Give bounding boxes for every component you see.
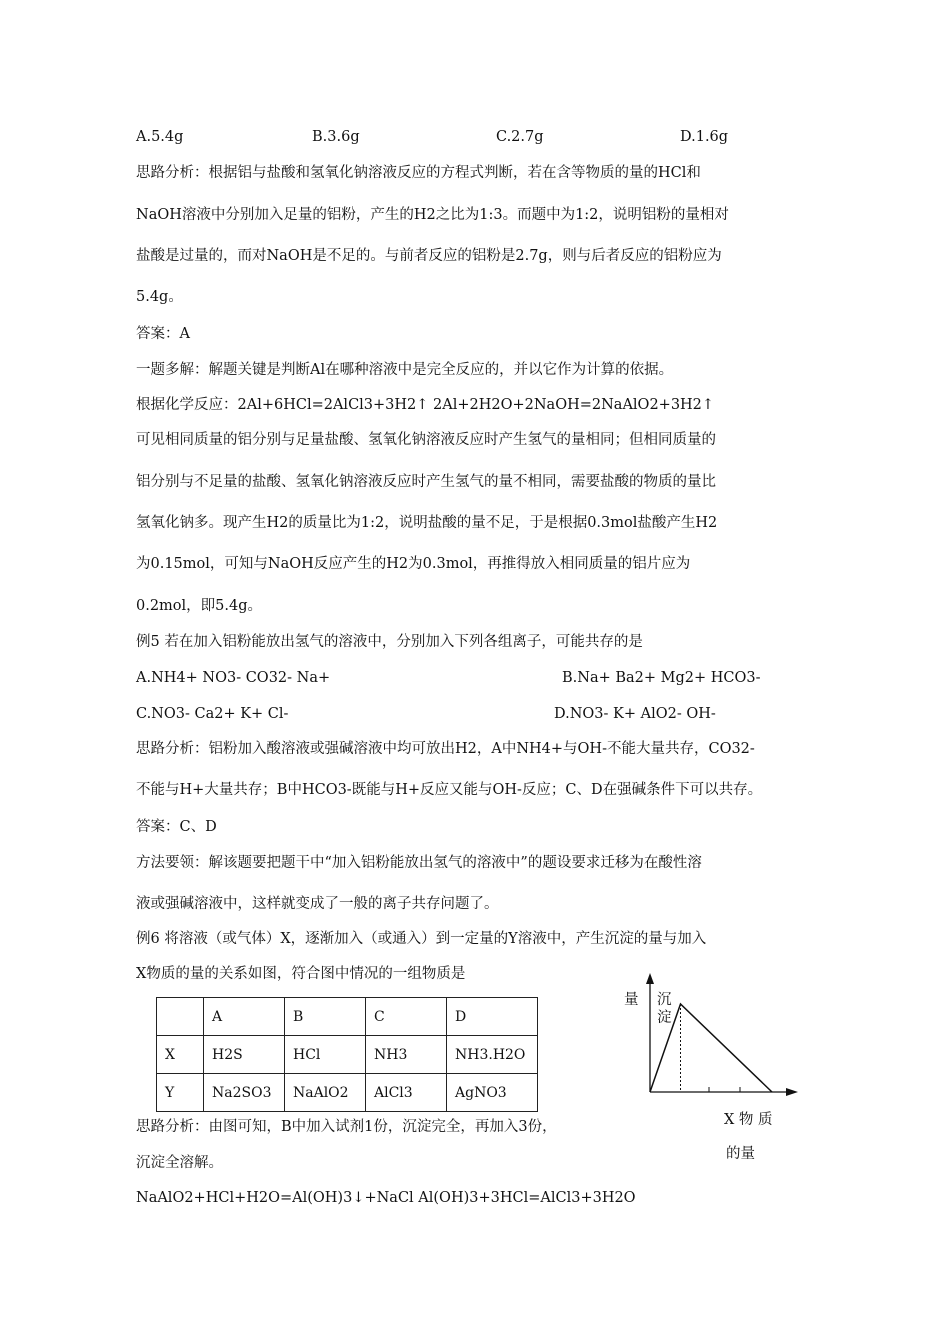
analysis-line: NaOH溶液中分别加入足量的铝粉，产生的H2之比为1:3。而题中为1:2，说明铝粉的量相对 (136, 207, 729, 223)
table-cell: X (157, 1036, 204, 1074)
method-line: 液或强碱溶液中，这样就变成了一般的离子共存问题了。 (136, 896, 499, 912)
y-label-chen: 沉 (657, 992, 672, 1008)
analysis-line: 思路分析：铝粉加入酸溶液或强碱溶液中均可放出H2，A中NH4+与OH-不能大量共存，CO32- (136, 741, 755, 757)
text-line: 氢氧化钠多。现产生H2的质量比为1:2，说明盐酸的量不足，于是根据0.3mol盐酸产生H2 (136, 515, 718, 531)
table-cell: AlCl3 (366, 1074, 447, 1112)
text-line: 0.2mol，即5.4g。 (136, 598, 263, 614)
example-5-title: 例5 若在加入铝粉能放出氢气的溶液中，分别加入下列各组离子，可能共存的是 (136, 634, 643, 650)
y-label-amount: 量 (624, 992, 639, 1008)
ion-option-c: C.NO3- Ca2+ K+ Cl- (136, 706, 289, 722)
table-cell: AgNO3 (447, 1074, 538, 1112)
table-cell: H2S (204, 1036, 285, 1074)
ion-option-b: B.Na+ Ba2+ Mg2+ HCO3- (562, 670, 761, 686)
ion-option-d: D.NO3- K+ AlO2- OH- (554, 706, 716, 722)
example-6-question: X物质的量的关系如图，符合图中情况的一组物质是 (136, 966, 466, 982)
ion-option-a: A.NH4+ NO3- CO32- Na+ (136, 670, 331, 686)
equation-line: NaAlO2+HCl+H2O=Al(OH)3↓+NaCl Al(OH)3+3HCl=AlCl3+3H2O (136, 1190, 636, 1206)
y-label-dian: 淀 (657, 1010, 672, 1026)
option-a: A.5.4g (136, 129, 184, 145)
x-label-substance: X 物 质 (724, 1112, 773, 1128)
option-c: C.2.7g (496, 129, 544, 145)
equation-line: 根据化学反应：2Al+6HCl=2AlCl3+3H2↑ 2Al+2H2O+2NaOH=2NaAlO2+3H2↑ (136, 397, 715, 413)
table-row (157, 998, 538, 1036)
analysis-line: 思路分析：由图可知，B中加入试剂1份，沉淀完全，再加入3份， (136, 1119, 557, 1135)
table-cell (157, 998, 204, 1036)
answer-line: 答案：C、D (136, 819, 217, 835)
table-cell: C (366, 998, 447, 1036)
x-label-amount: 的量 (726, 1146, 755, 1162)
table-cell: A (204, 998, 285, 1036)
analysis-line: 不能与H+大量共存；B中HCO3-既能与H+反应又能与OH-反应；C、D在强碱条件下可以共存。 (136, 782, 763, 798)
x-axis-arrow-icon (786, 1088, 798, 1096)
table-row (157, 1074, 538, 1112)
analysis-line: 5.4g。 (136, 289, 183, 305)
option-d: D.1.6g (680, 129, 729, 145)
example-6-title: 例6 将溶液（或气体）X，逐渐加入（或通入）到一定量的Y溶液中，产生沉淀的量与加入 (136, 931, 707, 947)
text-line: 铝分别与不足量的盐酸、氢氧化钠溶液反应时产生氢气的量不相同，需要盐酸的物质的量比 (136, 474, 716, 490)
table-cell: HCl (285, 1036, 366, 1074)
y-axis-arrow-icon (646, 973, 654, 984)
method-line: 方法要领：解该题要把题干中“加入铝粉能放出氢气的溶液中”的题设要求迁移为在酸性溶 (136, 855, 702, 871)
table-cell: D (447, 998, 538, 1036)
text-line: 可见相同质量的铝分别与足量盐酸、氢氧化钠溶液反应时产生氢气的量相同；但相同质量的 (136, 432, 716, 448)
precipitation-graph (612, 968, 802, 1168)
option-b: B.3.6g (312, 129, 360, 145)
table-cell: Na2SO3 (204, 1074, 285, 1112)
analysis-line: 盐酸是过量的，而对NaOH是不足的。与前者反应的铝粉是2.7g，则与后者反应的铝粉应为 (136, 248, 722, 264)
analysis-line: 沉淀全溶解。 (136, 1155, 223, 1171)
table-cell: Y (157, 1074, 204, 1112)
graph-svg (612, 968, 802, 1098)
text-line: 为0.15mol，可知与NaOH反应产生的H2为0.3mol，再推得放入相同质量的铝片应为 (136, 556, 691, 572)
table-cell: B (285, 998, 366, 1036)
analysis-line: 思路分析：根据铝与盐酸和氢氧化钠溶液反应的方程式判断，若在含等物质的量的HCl和 (136, 165, 701, 181)
table-cell: NH3.H2O (447, 1036, 538, 1074)
answer-line: 答案：A (136, 326, 190, 342)
multi-solution-line: 一题多解：解题关键是判断Al在哪种溶液中是完全反应的，并以它作为计算的依据。 (136, 362, 674, 378)
options-table (156, 997, 538, 1112)
table-cell: NaAlO2 (285, 1074, 366, 1112)
table-row (157, 1036, 538, 1074)
table-cell: NH3 (366, 1036, 447, 1074)
